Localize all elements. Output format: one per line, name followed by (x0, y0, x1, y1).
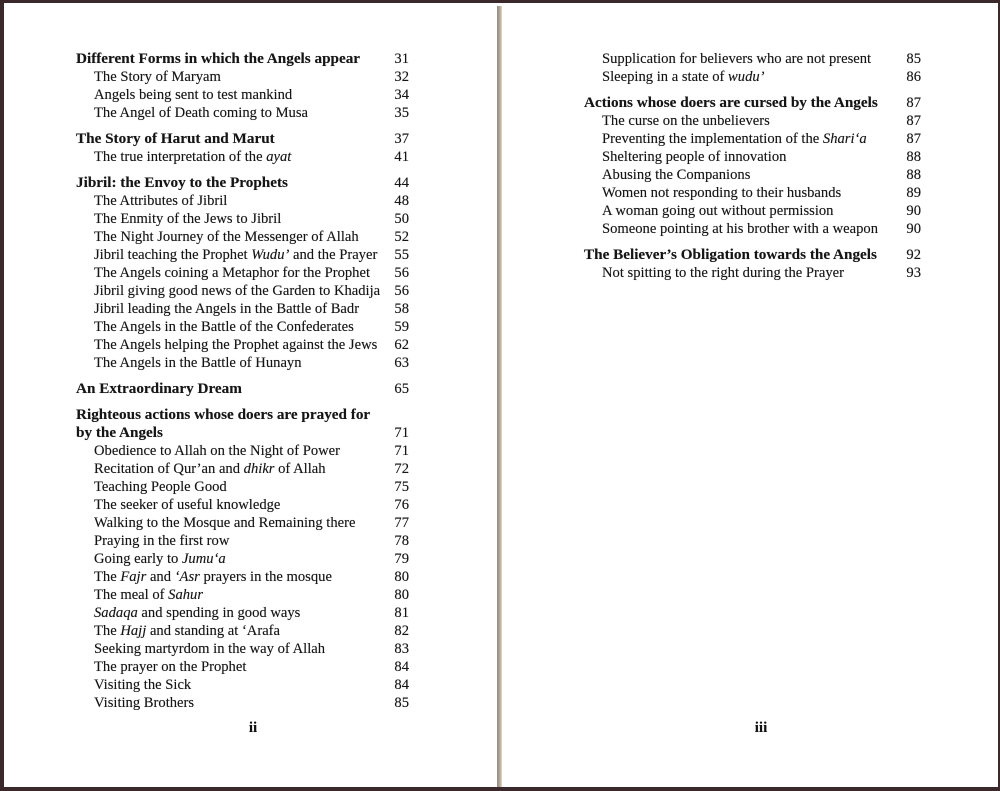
toc-entry-row (76, 586, 409, 604)
toc-entry-page-number: 41 (394, 149, 409, 165)
toc-entry-title (76, 496, 409, 514)
toc-entry-title (584, 130, 921, 148)
toc-entry-title (76, 694, 409, 712)
toc-entry-row (584, 148, 921, 166)
toc-title-text: Preventing the implementation of the (602, 131, 823, 147)
toc-entry-row (76, 148, 409, 166)
toc-title-text: The Night Journey of the Messenger of Allah (94, 229, 359, 245)
toc-entry-page-number: 87 (906, 131, 921, 147)
toc-title-term-italic: dhikr (243, 461, 275, 477)
toc-entry-page-number: 93 (906, 265, 921, 281)
toc-title-text: The Angel of Death coming to Musa (94, 105, 308, 121)
toc-entry-page-number: 76 (394, 497, 409, 513)
toc-title-text: Visiting Brothers (94, 695, 195, 711)
toc-entry-row (584, 184, 921, 202)
toc-entry-page-number: 71 (394, 443, 409, 459)
toc-title-text: Obedience to Allah on the Night of Power (94, 443, 341, 459)
toc-entry-page-number: 63 (394, 355, 409, 371)
toc-title-text: Walking to the Mosque and Remaining there (94, 515, 356, 531)
toc-entry-page-number: 55 (394, 247, 409, 263)
toc-entry-title (76, 442, 409, 460)
toc-entry-row (76, 514, 409, 532)
toc-title-text: The Angels in the Battle of Hunayn (94, 355, 302, 371)
toc-entry-page-number: 62 (394, 337, 409, 353)
toc-entry-title (76, 282, 409, 300)
toc-entry-page-number: 52 (394, 229, 409, 245)
toc-entry-row (76, 460, 409, 478)
toc-entry-page-number: 83 (394, 641, 409, 657)
toc-entry-title (76, 264, 409, 282)
toc-heading-row (76, 174, 409, 192)
toc-entry-page-number: 87 (906, 113, 921, 129)
toc-title-text: and spending in good ways (137, 605, 301, 621)
toc-title-text: The true interpretation of the (94, 149, 267, 165)
toc-heading-row (76, 380, 409, 398)
toc-entry-title (76, 50, 409, 68)
toc-heading-row (584, 94, 921, 112)
toc-title-text: Jibril teaching the Prophet (94, 247, 252, 263)
toc-title-text: Angels being sent to test mankind (94, 87, 293, 103)
toc-title-text: The Believer’s Obligation towards the Angels (584, 246, 877, 263)
toc-entry-row (76, 318, 409, 336)
toc-entry-title (76, 550, 409, 568)
toc-entry-row (76, 442, 409, 460)
toc-entry-page-number: 56 (394, 265, 409, 281)
toc-title-text: Righteous actions whose doers are prayed for (76, 406, 371, 423)
toc-entry-title (76, 658, 409, 676)
toc-entry-page-number: 88 (906, 167, 921, 183)
toc-entry-page-number: 48 (394, 193, 409, 209)
toc-title-text: An Extraordinary Dream (76, 380, 242, 397)
toc-entry-row (584, 112, 921, 130)
toc-entry-row (76, 246, 409, 264)
right-page-number: iii (754, 720, 768, 736)
toc-entry-page-number: 32 (394, 69, 409, 85)
toc-entry-title (76, 174, 409, 192)
toc-entry-title (76, 336, 409, 354)
toc-entry-title (584, 264, 921, 282)
toc-entry-title (76, 354, 409, 372)
toc-entry-page-number: 80 (394, 569, 409, 585)
toc-entry-row (584, 202, 921, 220)
toc-title-text: The prayer on the Prophet (94, 659, 247, 675)
toc-entry-row (76, 68, 409, 86)
toc-entry-title (584, 148, 921, 166)
toc-entry-title (76, 86, 409, 104)
toc-entry-row (76, 550, 409, 568)
toc-title-term-italic: Sadaqa (94, 605, 138, 621)
toc-title-text: Visiting the Sick (94, 677, 192, 693)
toc-entry-title (584, 68, 921, 86)
toc-title-text: The Enmity of the Jews to Jibril (94, 211, 282, 227)
toc-entry-title (76, 246, 409, 264)
toc-title-term-italic: wudu’ (728, 69, 765, 85)
toc-title-term-italic: Shari‘a (822, 131, 867, 147)
toc-title-text: and the Prayer (289, 247, 378, 263)
toc-entry-title (76, 210, 409, 228)
toc-entry-title (76, 586, 409, 604)
toc-entry-row (584, 220, 921, 238)
toc-title-text: The Attributes of Jibril (94, 193, 228, 209)
toc-entry-row (76, 336, 409, 354)
toc-entry-row (584, 130, 921, 148)
toc-title-text: Sleeping in a state of (602, 69, 729, 85)
toc-entry-row (76, 694, 409, 712)
toc-entry-title (584, 202, 921, 220)
toc-entry-row (76, 282, 409, 300)
toc-entry-page-number: 44 (394, 175, 409, 191)
toc-title-term-italic: Sahur (168, 587, 204, 603)
toc-entry-page-number: 80 (394, 587, 409, 603)
toc-title-text: The meal of (94, 587, 169, 603)
toc-entry-row (76, 354, 409, 372)
toc-entry-row (76, 264, 409, 282)
toc-title-term-italic: Hajj (120, 623, 147, 639)
toc-entry-page-number: 84 (394, 659, 409, 675)
toc-entry-title (76, 514, 409, 532)
toc-entry-title (76, 622, 409, 640)
toc-entry-title (76, 604, 409, 622)
toc-entry-title (76, 148, 409, 166)
toc-entry-row (76, 86, 409, 104)
toc-entry-title (76, 104, 409, 122)
toc-title-text: The Story of Maryam (94, 69, 221, 85)
toc-entry-page-number: 86 (906, 69, 921, 85)
toc-entry-page-number: 35 (394, 105, 409, 121)
toc-entry-page-number: 84 (394, 677, 409, 693)
toc-title-text: Jibril: the Envoy to the Prophets (76, 174, 288, 191)
toc-entry-page-number: 56 (394, 283, 409, 299)
toc-entry-row (76, 640, 409, 658)
toc-entry-title (584, 184, 921, 202)
toc-entry-row (76, 532, 409, 550)
toc-title-term-italic: ayat (266, 149, 292, 165)
toc-title-text: A woman going out without permission (602, 203, 834, 219)
toc-entry-page-number: 90 (906, 221, 921, 237)
toc-title-text: Abusing the Companions (602, 167, 751, 183)
toc-entry-page-number: 85 (394, 695, 409, 711)
toc-title-text: Not spitting to the right during the Prayer (602, 265, 844, 281)
toc-entry-page-number: 59 (394, 319, 409, 335)
toc-title-text: by the Angels (76, 424, 163, 441)
toc-entry-row (76, 604, 409, 622)
toc-entry-row (76, 568, 409, 586)
toc-entry-row (584, 68, 921, 86)
toc-title-text: of Allah (274, 461, 326, 477)
toc-entry-row (584, 50, 921, 68)
toc-title-text: The Angels in the Battle of the Confederates (94, 319, 354, 335)
toc-entry-page-number: 92 (906, 247, 921, 263)
toc-title-text: The Angels coining a Metaphor for the Prophet (94, 265, 370, 281)
toc-entry-title (76, 532, 409, 550)
toc-entry-page-number: 75 (394, 479, 409, 495)
toc-entry-title (76, 406, 409, 442)
toc-title-text: The Angels helping the Prophet against the Jews (94, 337, 378, 353)
toc-entry-row (76, 478, 409, 496)
toc-entry-row (76, 496, 409, 514)
toc-entry-page-number: 37 (394, 131, 409, 147)
book-spine-divider (497, 6, 502, 787)
toc-entry-page-number: 82 (394, 623, 409, 639)
left-page-number: ii (248, 720, 258, 736)
toc-entry-row (76, 192, 409, 210)
toc-entry-title (76, 192, 409, 210)
toc-title-text: Recitation of Qur’an and (94, 461, 244, 477)
toc-entry-page-number: 87 (906, 95, 921, 111)
toc-entry-row (76, 658, 409, 676)
toc-heading-row (76, 50, 409, 68)
toc-entry-page-number: 72 (394, 461, 409, 477)
toc-title-text: Women not responding to their husbands (602, 185, 842, 201)
toc-title-text: Teaching People Good (94, 479, 227, 495)
toc-right-page (584, 50, 921, 282)
toc-entry-page-number: 65 (394, 381, 409, 397)
toc-left-page (76, 50, 409, 712)
toc-title-text: Jibril leading the Angels in the Battle of Badr (94, 301, 360, 317)
toc-entry-page-number: 71 (394, 425, 409, 441)
toc-title-text: Sheltering people of innovation (602, 149, 787, 165)
toc-entry-page-number: 81 (394, 605, 409, 621)
toc-entry-page-number: 88 (906, 149, 921, 165)
toc-title-term-italic: Jumu‘a (181, 551, 226, 567)
toc-entry-title (76, 380, 409, 398)
toc-title-text: and standing at ‘Arafa (146, 623, 281, 639)
toc-entry-title (76, 130, 409, 148)
toc-entry-page-number: 89 (906, 185, 921, 201)
toc-entry-page-number: 77 (394, 515, 409, 531)
toc-title-text: The (94, 569, 121, 585)
toc-entry-title (76, 676, 409, 694)
toc-title-text: Going early to (94, 551, 182, 567)
toc-entry-row (584, 166, 921, 184)
toc-title-text: The curse on the unbelievers (602, 113, 770, 129)
toc-title-text: prayers in the mosque (199, 569, 332, 585)
toc-title-term-italic: ‘Asr (174, 569, 200, 585)
toc-entry-title (584, 246, 921, 264)
toc-entry-row (76, 676, 409, 694)
toc-entry-row (76, 300, 409, 318)
toc-heading-row (76, 130, 409, 148)
toc-entry-row (76, 228, 409, 246)
toc-entry-title (584, 50, 921, 68)
toc-entry-title (76, 568, 409, 586)
toc-title-text: The (94, 623, 121, 639)
toc-entry-page-number: 58 (394, 301, 409, 317)
toc-entry-page-number: 79 (394, 551, 409, 567)
toc-entry-page-number: 78 (394, 533, 409, 549)
toc-entry-title (584, 112, 921, 130)
toc-entry-page-number: 50 (394, 211, 409, 227)
toc-entry-title (584, 166, 921, 184)
toc-entry-title (76, 640, 409, 658)
toc-heading-row (76, 406, 409, 442)
toc-title-text: Supplication for believers who are not present (602, 51, 872, 67)
toc-title-text: Different Forms in which the Angels appear (76, 50, 361, 67)
toc-entry-row (76, 622, 409, 640)
toc-entry-page-number: 90 (906, 203, 921, 219)
toc-entry-title (76, 68, 409, 86)
toc-title-text: Actions whose doers are cursed by the Angels (584, 94, 878, 111)
toc-entry-title (76, 460, 409, 478)
toc-entry-title (76, 478, 409, 496)
toc-entry-title (76, 318, 409, 336)
toc-heading-row (584, 246, 921, 264)
toc-entry-title (584, 220, 921, 238)
toc-entry-title (76, 300, 409, 318)
toc-entry-title (76, 228, 409, 246)
toc-entry-page-number: 85 (906, 51, 921, 67)
toc-entry-page-number: 31 (394, 51, 409, 67)
toc-title-text: The Story of Harut and Marut (76, 130, 275, 147)
toc-title-text: Someone pointing at his brother with a weapon (602, 221, 879, 237)
toc-entry-row (584, 264, 921, 282)
toc-entry-row (76, 210, 409, 228)
toc-title-term-italic: Wudu’ (251, 247, 290, 263)
toc-title-text: Praying in the first row (94, 533, 230, 549)
toc-title-text: and (146, 569, 175, 585)
toc-title-text: Jibril giving good news of the Garden to Khadija (94, 283, 381, 299)
toc-entry-title (584, 94, 921, 112)
toc-entry-row (76, 104, 409, 122)
toc-entry-page-number: 34 (394, 87, 409, 103)
toc-title-text: The seeker of useful knowledge (94, 497, 281, 513)
toc-title-term-italic: Fajr (120, 569, 147, 585)
toc-title-text: Seeking martyrdom in the way of Allah (94, 641, 326, 657)
